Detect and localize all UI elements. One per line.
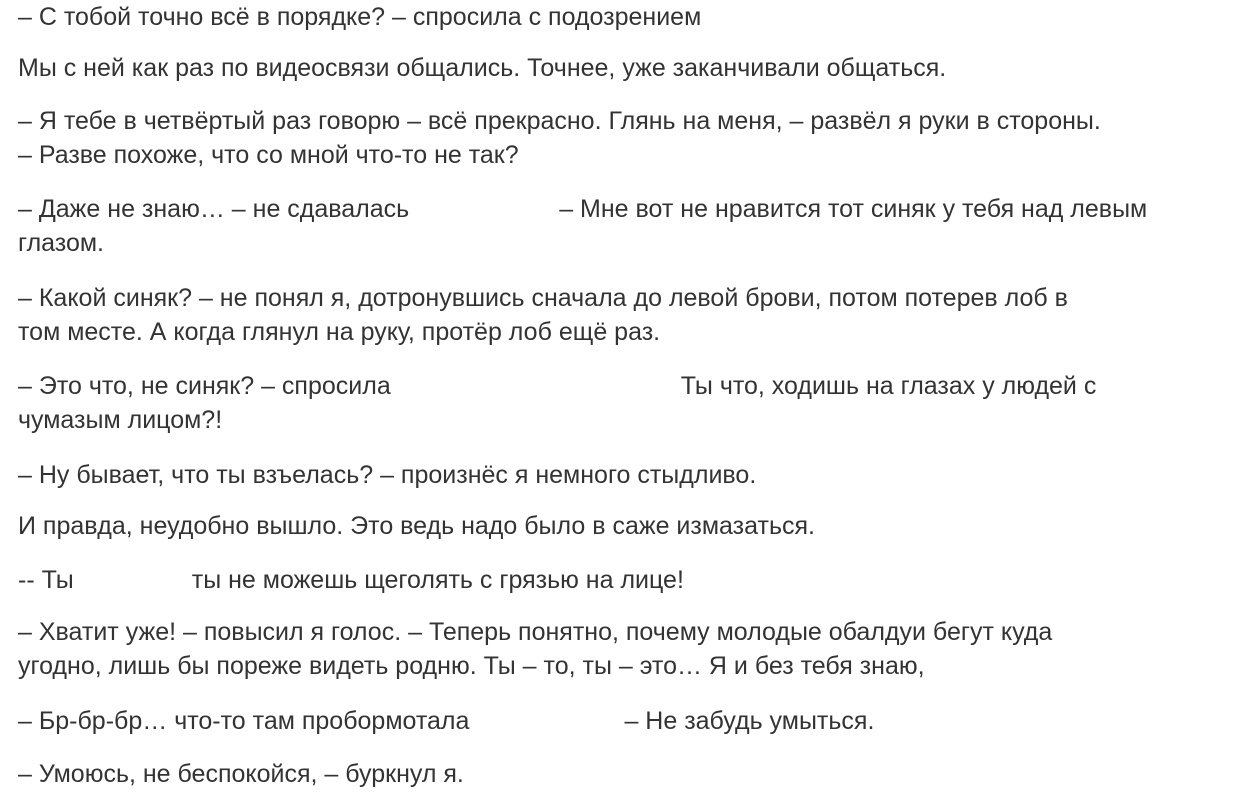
line-text: – Я тебе в четвёртый раз говорю – всё прекрасно. Глянь на меня, – развёл я руки в стороны. — [18, 107, 1101, 135]
paragraph-line: Мы с ней как раз по видеосвязи общались. Точнее, уже заканчивали общаться. — [18, 54, 947, 82]
paragraph-line — [18, 192, 1216, 226]
paragraph-line — [18, 563, 1216, 597]
paragraph-line: – Хватит уже! – повысил я голос. – Теперь понятно, почему молодые обалдуи бегут куда — [18, 618, 1053, 646]
paragraph-6 — [18, 369, 1216, 437]
paragraph-4 — [18, 192, 1216, 260]
paragraph-line: том месте. А когда глянул на руку, протёр лоб ещё раз. — [18, 318, 661, 346]
line-text-right: Ты что, ходишь на глазах у людей с — [680, 372, 1097, 400]
paragraph-10 — [18, 615, 1216, 683]
paragraph-line: – С тобой точно всё в порядке? – спросила с подозрением — [18, 3, 702, 31]
line-text-left: – Это что, не синяк? – спросила — [18, 372, 391, 400]
line-text-right: – Мне вот не нравится тот синяк у тебя над левым — [559, 195, 1148, 223]
paragraph-line — [18, 369, 1216, 403]
paragraph-8 — [18, 509, 1216, 543]
paragraph-line: – Умоюсь, не беспокойся, – буркнул я. — [18, 760, 464, 788]
paragraph-9 — [18, 563, 1216, 597]
paragraph-11 — [18, 704, 1216, 738]
line-text-left: – Бр-бр-бр… что-то там пробормотала — [18, 707, 470, 735]
paragraph-12 — [18, 757, 1216, 791]
paragraph-3 — [18, 104, 1216, 172]
line-text-right: – Не забудь умыться. — [624, 707, 875, 735]
paragraph-5 — [18, 281, 1216, 349]
paragraph-2 — [18, 51, 1216, 85]
paragraph-line — [18, 704, 1216, 738]
line-text-left: -- Ты — [18, 566, 74, 594]
line-text-left: – Даже не знаю… – не сдавалась — [18, 195, 410, 223]
paragraph-line: И правда, неудобно вышло. Это ведь надо было в саже измазаться. — [18, 512, 815, 540]
story-page — [18, 0, 1216, 800]
paragraph-1 — [18, 0, 1216, 34]
paragraph-line — [18, 104, 1216, 138]
paragraph-line: глазом. — [18, 229, 104, 257]
paragraph-line: угодно, лишь бы пореже видеть родню. Ты – то, ты – это… Я и без тебя знаю, — [18, 652, 925, 680]
line-text-right: ты не можешь щеголять с грязью на лице! — [191, 566, 684, 594]
paragraph-line: – Ну бывает, что ты взъелась? – произнёс я немного стыдливо. — [18, 461, 757, 489]
paragraph-line: – Какой синяк? – не понял я, дотронувшись сначала до левой брови, потом потерев лоб в — [18, 284, 1068, 312]
paragraph-line: чумазым лицом?! — [18, 406, 223, 434]
paragraph-line: – Разве похоже, что со мной что-то не так? — [18, 141, 519, 169]
paragraph-7 — [18, 458, 1216, 492]
